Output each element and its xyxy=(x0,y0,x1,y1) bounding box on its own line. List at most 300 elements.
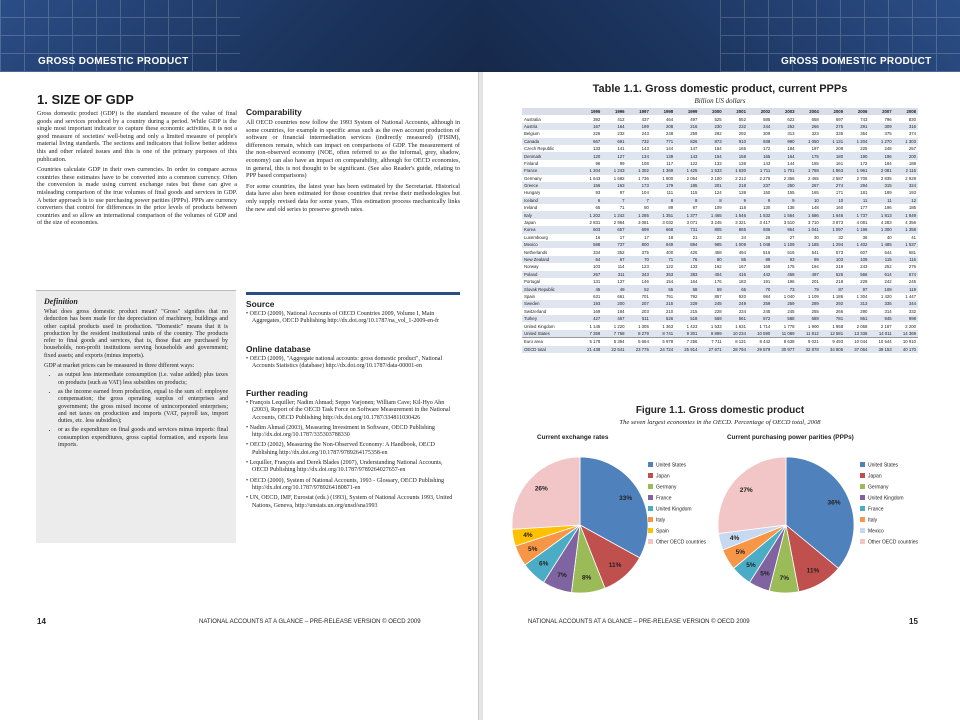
table-header-corner xyxy=(522,108,578,115)
table-cell: 27 671 xyxy=(699,346,723,353)
definition-text xyxy=(44,309,228,451)
table-row-country: Czech Republic xyxy=(524,146,555,152)
table-row xyxy=(522,167,918,174)
table-cell: 541 xyxy=(811,249,819,255)
table-cell: 525 xyxy=(714,116,722,122)
table-cell: 865 xyxy=(724,226,748,233)
table-cell: 467 xyxy=(602,315,626,322)
table-row xyxy=(522,308,918,315)
table-cell: 10 044 xyxy=(845,338,869,346)
pie-title-ppp: Current purchasing power parities (PPPs) xyxy=(727,434,854,441)
table-cell: 743 xyxy=(860,116,868,122)
table-cell: 3 032 xyxy=(662,220,674,226)
table-cell: 1 537 xyxy=(894,241,918,248)
table-cell: 196 xyxy=(884,205,892,211)
legend-label: Spain xyxy=(656,528,669,535)
table-cell: 311 xyxy=(602,271,626,278)
table-row xyxy=(522,293,918,300)
table-row-country: Switzerland xyxy=(524,308,547,314)
table-cell: 133 xyxy=(714,160,722,166)
pie-slice-label: 5% xyxy=(735,548,746,556)
table-cell: 184 xyxy=(617,308,625,314)
definition-paragraph: GDP at market prices can be measured in three different ways: xyxy=(44,363,195,370)
table-cell: 134 xyxy=(627,152,651,159)
table-row-country: Hungary xyxy=(524,190,541,196)
pie-slice-label: 33% xyxy=(619,495,633,503)
legend-label: Germany xyxy=(868,484,889,491)
table-row xyxy=(522,285,918,292)
table-cell: 400 xyxy=(665,249,674,255)
table-cell: 294 xyxy=(845,182,869,189)
table-cell: 516 xyxy=(787,249,795,255)
table-cell: 3 510 xyxy=(783,220,795,226)
legend-entry xyxy=(648,517,706,528)
page-number-right: 15 xyxy=(909,617,918,626)
table-cell: 3 417 xyxy=(759,220,771,226)
comparability-paragraph: All OECD countries now follow the 1993 System of National Accounts, although in some countries, for example in specific areas such as the own account production of software or financial intermediation services (indirectly measured) (FISIM), differences remain, which can impact on comparisons of GDP. The measurement of the non-observed economy (NOE, often referred to as the informal, grey, shadow, economy) can also have an impact on comparability, although for OECD economies, in general, this is not thought to be significant. (See also Reader's guide, relating to PPP based comparisons) xyxy=(246,119,460,180)
table-cell: 23 775 xyxy=(627,346,651,353)
table-cell: 143 xyxy=(675,152,699,159)
table-cell: 1 736 xyxy=(638,175,649,181)
table-cell: 143 xyxy=(763,160,771,166)
table-cell: 64 xyxy=(578,256,602,263)
pie-slice-label: 11% xyxy=(806,567,820,575)
pie-chart-exchange-rates xyxy=(500,445,660,605)
table-cell: 80 xyxy=(644,205,649,211)
definition-list-item: • as output less intermediate consumption (i.e. value added) plus taxes on products (such as VAT) less subsidies on products; xyxy=(58,372,228,387)
table-cell: 24 xyxy=(741,234,746,240)
table-cell: 10 544 xyxy=(869,338,893,346)
table-cell: 36 xyxy=(862,234,868,240)
table-cell: 29 879 xyxy=(748,346,772,353)
table-cell: 290 xyxy=(860,308,868,314)
table-cell: 17 xyxy=(619,234,625,240)
table-cell: 158 xyxy=(724,152,748,159)
table-cell: 1 533 xyxy=(699,167,723,174)
table-cell: 109 xyxy=(845,256,869,263)
table-cell: 118 xyxy=(739,205,746,211)
table-cell: 771 xyxy=(651,138,675,145)
legend-swatch xyxy=(648,462,653,467)
table-cell: 2 587 xyxy=(832,175,844,181)
table-cell: 183 xyxy=(738,279,746,285)
table-cell: 244 xyxy=(748,123,772,130)
legend-swatch xyxy=(860,506,865,511)
table-cell: 334 xyxy=(593,249,601,255)
table-cell: 1 243 xyxy=(602,167,626,174)
table-row xyxy=(522,197,918,204)
table-cell: 2 058 xyxy=(856,323,868,329)
pie-slice-label: 27% xyxy=(739,486,753,494)
section-title: 1. SIZE OF GDP xyxy=(37,92,134,107)
table-cell: 314 xyxy=(884,308,892,314)
table-row xyxy=(522,256,918,263)
table-cell: 219 xyxy=(835,264,844,270)
table-cell: 255 xyxy=(811,308,819,314)
table-cell: 164 xyxy=(602,123,626,130)
table-cell: 34 805 xyxy=(821,346,845,353)
table-header-year: 2004 xyxy=(797,108,821,115)
table-cell: 10 234 xyxy=(724,330,748,338)
further-reading-item-text: Lequiller, François and Derek Blades (2007), Understanding National Accounts, OECD Publishing http://dx.doi.org/10.1787/9789264027657-en xyxy=(249,460,443,474)
table-cell: 155 xyxy=(787,190,795,196)
table-cell: 427 xyxy=(578,315,602,322)
table-cell: 164 xyxy=(772,152,796,159)
table-cell: 11 089 xyxy=(772,330,796,338)
table-cell: 289 xyxy=(797,300,821,307)
table-cell: 133 xyxy=(593,146,601,152)
table-cell: 23 xyxy=(716,234,722,240)
table-cell: 1 849 xyxy=(894,211,918,218)
table-row-country: Luxembourg xyxy=(524,234,548,240)
table-cell: 104 xyxy=(641,190,649,196)
table-cell: 175 xyxy=(787,264,795,270)
table-header-year: 2002 xyxy=(748,108,772,115)
table-cell: 644 xyxy=(884,249,892,255)
table-cell: 374 xyxy=(908,131,916,137)
table-cell: 1 533 xyxy=(710,323,722,329)
table-cell: 392 xyxy=(593,116,601,122)
legend-swatch xyxy=(860,462,865,467)
table-cell: 144 xyxy=(665,146,674,152)
table-cell: 193 xyxy=(578,300,602,307)
legend-label: Other OECD countries xyxy=(868,539,919,546)
table-cell: 352 xyxy=(617,249,625,255)
table-cell: 141 xyxy=(617,146,625,152)
table-cell: 2 212 xyxy=(735,175,746,181)
table-row-country: Turkey xyxy=(522,315,578,322)
table-cell: 335 xyxy=(835,131,844,137)
legend-entry xyxy=(648,528,706,539)
definition-list-item: • or as the expenditure on final goods and services minus imports: final consumption expenditures, gross capital formation, and exports less imports. xyxy=(58,427,228,449)
intro-paragraph: Gross domestic product (GDP) is the standard measure of the value of final goods and services produced by a country during a period. While GDP is the single most important indicator to capture these economic activities, it is not a good measure of societies' well-being and only a limited measure of people's material living standards. The sections and indicators that follow better address this and other related issues and this is one of the primary purposes of this publication. xyxy=(37,110,237,163)
table-row-country: Finland xyxy=(524,160,539,166)
legend-label: United States xyxy=(656,462,687,469)
table-cell: 494 xyxy=(738,249,746,255)
table-row xyxy=(522,346,918,353)
figure-title: Figure 1.1. Gross domestic product xyxy=(635,405,805,416)
table-cell: 108 xyxy=(869,285,893,292)
table-cell: 1 294 xyxy=(821,241,845,248)
table-row xyxy=(522,300,918,307)
table-cell: 117 xyxy=(666,160,674,166)
table-cell: 154 xyxy=(699,152,723,159)
legend-swatch xyxy=(860,528,865,533)
table-cell: 58 xyxy=(675,285,699,292)
table-cell: 168 xyxy=(763,264,771,270)
table-cell: 130 xyxy=(763,205,771,211)
definition-list xyxy=(44,372,228,449)
legend-label: Mexico xyxy=(868,528,884,535)
table-cell: 147 xyxy=(690,146,698,152)
table-cell: 849 xyxy=(651,241,675,248)
table-cell: 175 xyxy=(797,152,821,159)
table-cell: 234 xyxy=(738,308,746,314)
table-row-country: Italy xyxy=(522,211,578,218)
table-cell: 180 xyxy=(821,152,845,159)
table-row-country: Denmark xyxy=(522,152,578,159)
table-cell: 232 xyxy=(617,131,625,137)
table-cell: 18 xyxy=(668,234,674,240)
table-cell: 3 071 xyxy=(686,220,698,226)
table-header-year: 1998 xyxy=(651,108,675,115)
table-cell: 1 402 xyxy=(845,241,869,248)
comparability-paragraph: For some countries, the latest year has been estimated by the Secretariat. Historical data have also been estimated for those countries that revise their methodologies but only supply revised data for some years. This estimation process mechanically links the new and old series to preserve growth rates. xyxy=(246,182,460,213)
table-cell: 668 xyxy=(651,226,675,233)
table-cell: 781 xyxy=(821,315,845,322)
table-cell: 7 711 xyxy=(699,338,723,346)
table-cell: 1 196 xyxy=(845,226,869,233)
table-cell: 701 xyxy=(641,293,649,299)
table-cell: 332 xyxy=(908,308,916,314)
pie-slice xyxy=(718,457,786,534)
table-cell: 2 064 xyxy=(686,175,698,181)
table-cell: 425 xyxy=(690,249,698,255)
table-cell: 14 369 xyxy=(894,330,918,338)
table-cell: 4 283 xyxy=(880,220,892,226)
table-cell: 80 xyxy=(699,256,723,263)
legend-label: Germany xyxy=(656,484,677,491)
table-row-country: Greece xyxy=(522,182,578,189)
table-cell: 111 xyxy=(666,190,674,196)
table-cell: 28 794 xyxy=(724,346,748,353)
table-cell: 9 493 xyxy=(821,338,845,346)
table-cell: 55 xyxy=(651,285,675,292)
table-header-year: 2000 xyxy=(699,108,723,115)
table-cell: 3 873 xyxy=(832,220,844,226)
table-cell: 964 xyxy=(772,226,796,233)
table-header-year: 2007 xyxy=(869,108,893,115)
table-cell: 22 541 xyxy=(602,346,626,353)
table-cell: 464 xyxy=(665,116,674,122)
table-cell: 316 xyxy=(894,123,918,130)
table-row xyxy=(522,226,918,233)
table-cell: 7 359 xyxy=(578,330,602,338)
table-cell: 614 xyxy=(869,271,893,278)
table-cell: 21 438 xyxy=(578,346,602,353)
pie-slice-label: 7% xyxy=(557,571,567,579)
table-cell: 24 724 xyxy=(651,346,675,353)
further-reading-item: • Nadim Ahmad (2003), Measuring Investment in Software, OECD Publishing http://dx.doi.org/10.1787/335303788330 xyxy=(246,424,435,439)
table-cell: 1 185 xyxy=(797,241,821,248)
table-row-country: Belgium xyxy=(524,131,540,137)
table-cell: 148 xyxy=(811,205,819,211)
table-cell: 1 778 xyxy=(783,323,795,329)
legend-swatch xyxy=(860,517,865,522)
footer-right: NATIONAL ACCOUNTS AT A GLANCE – PRE-RELEASE VERSION © OECD 2009 xyxy=(528,619,750,625)
further-reading-item: • François Lequiller; Nadim Ahmad; Seppo Varjonen; William Cave; Kil-Hyo Ahn (2003), Report of the OECD Task Force on Software Measurement in the National Accounts, OECD Publishing http://dx.doi.org/10.1787/334811030426 xyxy=(246,400,451,421)
table-cell: 114 xyxy=(617,264,625,270)
source-item-text: OECD (2009), National Accounts of OECD Countries 2009, Volume I, Main Aggregates, OECD Publishing http://dx.doi.org/10.1787/na_vol_1-2009-en-fr xyxy=(249,311,440,325)
legend-swatch xyxy=(648,484,653,489)
table-cell: 276 xyxy=(908,264,916,270)
table-cell: 800 xyxy=(627,241,651,248)
table-cell: 2 706 xyxy=(856,175,868,181)
table-cell: 1 242 xyxy=(602,211,626,218)
table-cell: 123 xyxy=(641,264,649,270)
table-cell: 1 485 xyxy=(869,241,893,248)
table-cell: 737 xyxy=(602,241,626,248)
table-row-country: Sweden xyxy=(522,300,578,307)
table-cell: 165 xyxy=(748,152,772,159)
table-cell: 657 xyxy=(602,226,626,233)
table-row-country: OECD total xyxy=(522,346,578,353)
table-cell: 458 xyxy=(772,271,796,278)
table-cell: 165 xyxy=(738,146,746,152)
source-list xyxy=(246,311,458,329)
table-row-country: France xyxy=(522,167,578,174)
table-cell: 569 xyxy=(699,315,723,322)
legend-entry xyxy=(648,462,706,473)
table-cell: 150 xyxy=(763,190,771,196)
table-cell: 938 xyxy=(748,138,772,145)
table-header-row xyxy=(522,108,918,115)
further-reading-item: • OECD (2002), Measuring the Non-Observed Economy: A Handbook, OECD Publishing http://dx.doi.org/10.1787/9789264175358-en xyxy=(246,442,435,456)
table-cell: 1 711 xyxy=(748,167,772,174)
table-cell: 215 xyxy=(651,300,675,307)
table-cell: 2 356 xyxy=(783,175,795,181)
table-cell: 11 xyxy=(869,197,893,204)
table-cell: 697 xyxy=(835,116,844,122)
table-cell: 115 xyxy=(690,190,698,196)
table-row-country: Spain xyxy=(524,293,535,299)
table-cell: 324 xyxy=(894,182,918,189)
table-cell: 552 xyxy=(738,116,746,122)
table-cell: 146 xyxy=(641,279,649,285)
table-cell: 196 xyxy=(787,279,795,285)
legend-entry xyxy=(860,528,918,539)
table-cell: 1 423 xyxy=(686,323,698,329)
table-cell: 8 638 xyxy=(772,338,796,346)
table-cell: 210 xyxy=(665,308,674,314)
table-cell: 1 447 xyxy=(905,293,916,299)
legend-entry xyxy=(860,462,918,473)
table-cell: 1 800 xyxy=(662,175,674,181)
table-cell: 120 xyxy=(578,152,602,159)
table-row-country: Iceland xyxy=(522,197,578,204)
legend-entry xyxy=(860,539,918,550)
table-cell: 185 xyxy=(908,205,916,211)
table-cell: 52 xyxy=(627,285,651,292)
table-cell: 1 202 xyxy=(578,211,602,218)
legend-label: Japan xyxy=(868,473,882,480)
further-reading-item: • Lequiller, François and Derek Blades (2007), Understanding National Accounts, OECD Publishing http://dx.doi.org/10.1787/9789264027657-en xyxy=(246,460,443,474)
table-cell: 252 xyxy=(772,123,796,130)
table-cell: 207 xyxy=(627,300,651,307)
table-cell: 292 xyxy=(821,300,845,307)
table-cell: 375 xyxy=(641,249,649,255)
table-cell: 122 xyxy=(690,160,698,166)
table-cell: 516 xyxy=(763,249,771,255)
table-cell: 7 768 xyxy=(602,330,626,338)
table-cell: 65 xyxy=(595,205,601,211)
table-cell: 9 301 xyxy=(675,330,699,338)
table-cell: 588 xyxy=(578,241,602,248)
pie-chart-ppp xyxy=(706,445,866,605)
table-cell: 323 xyxy=(811,131,819,137)
table-cell: 99 xyxy=(797,256,821,263)
table-row-country: Mexico xyxy=(522,241,578,248)
table-cell: 2 835 xyxy=(880,175,892,181)
table-cell: 658 xyxy=(811,116,819,122)
table-cell: 138 xyxy=(738,160,746,166)
table-cell: 343 xyxy=(627,271,651,278)
table-cell: 70 xyxy=(627,256,651,263)
table-row-country: Canada xyxy=(522,138,578,145)
table-cell: 39 153 xyxy=(869,346,893,353)
table-cell: 731 xyxy=(675,226,699,233)
table-cell: 229 xyxy=(860,279,868,285)
table-cell: 1 701 xyxy=(772,167,796,174)
table-cell: 573 xyxy=(835,249,844,255)
table-title: Table 1.1. Gross domestic product, current PPPs xyxy=(592,83,848,95)
table-cell: 282 xyxy=(714,131,722,137)
table-cell: 8 279 xyxy=(627,330,651,338)
table-cell: 259 xyxy=(748,300,772,307)
table-cell: 588 xyxy=(772,315,796,322)
table-cell: 30 977 xyxy=(772,346,796,353)
legend-entry xyxy=(648,539,706,550)
table-row-country: Portugal xyxy=(524,279,541,285)
table-cell: 203 xyxy=(641,308,649,314)
table-cell: 3 245 xyxy=(710,220,722,226)
table-cell: 243 xyxy=(641,131,649,137)
table-cell: 71 xyxy=(619,205,625,211)
pie-slice-label: 8% xyxy=(581,574,592,582)
table-cell: 172 xyxy=(763,146,771,152)
table-cell: 8 xyxy=(675,197,699,204)
table-row xyxy=(522,123,918,130)
gdp-table xyxy=(522,108,918,353)
table-cell: 585 xyxy=(763,116,771,122)
table-cell: 17 xyxy=(644,234,649,240)
table-cell: 945 xyxy=(869,315,893,322)
table-header-year: 1999 xyxy=(675,108,699,115)
table-row-country: Germany xyxy=(524,175,542,181)
table-cell: 97 xyxy=(619,190,625,196)
table-cell: 2 964 xyxy=(613,220,625,226)
online-database-item: • OECD (2009), "Aggregate national accounts: gross domestic product", National Accounts Statistics (database) http://dx.doi.org/10.1787/data-00001-en xyxy=(246,356,443,370)
legend-label: France xyxy=(656,495,672,502)
table-subtitle: Billion US dollars xyxy=(694,97,746,105)
table-cell: 1 958 xyxy=(832,323,844,329)
pie-slice-label: 6% xyxy=(538,560,549,568)
table-cell: 196 xyxy=(869,152,893,159)
source-item: • OECD (2009), National Accounts of OECD Countries 2009, Volume I, Main Aggregates, OECD Publishing http://dx.doi.org/10.1787/na_vol_1-2009-en-fr xyxy=(246,311,440,325)
table-cell: 412 xyxy=(617,116,625,122)
table-cell: 218 xyxy=(835,279,844,285)
table-cell: 1 631 xyxy=(735,323,746,329)
table-cell: 1 146 xyxy=(589,323,601,329)
table-cell: 1 737 xyxy=(845,211,869,218)
table-cell: 561 xyxy=(724,315,748,322)
table-cell: 242 xyxy=(884,279,892,285)
table-cell: 21 xyxy=(692,234,698,240)
table-cell: 689 xyxy=(797,315,821,322)
further-reading-item-text: OECD (2002), Measuring the Non-Observed Economy: A Handbook, OECD Publishing http://dx.doi.org/10.1787/9789264175358-en xyxy=(249,442,435,456)
online-database-list xyxy=(246,356,458,374)
table-cell: 699 xyxy=(627,226,651,233)
table-cell: 2 276 xyxy=(759,175,771,181)
table-row xyxy=(522,115,918,122)
legend-label: United Kingdom xyxy=(868,495,904,502)
table-cell: 1 300 xyxy=(869,226,893,233)
table-cell: 143 xyxy=(641,146,649,152)
table-cell: 1 204 xyxy=(845,138,869,145)
table-cell: 181 xyxy=(860,190,868,196)
table-cell: 189 xyxy=(884,190,892,196)
pie-slice-label: 26% xyxy=(534,485,548,493)
